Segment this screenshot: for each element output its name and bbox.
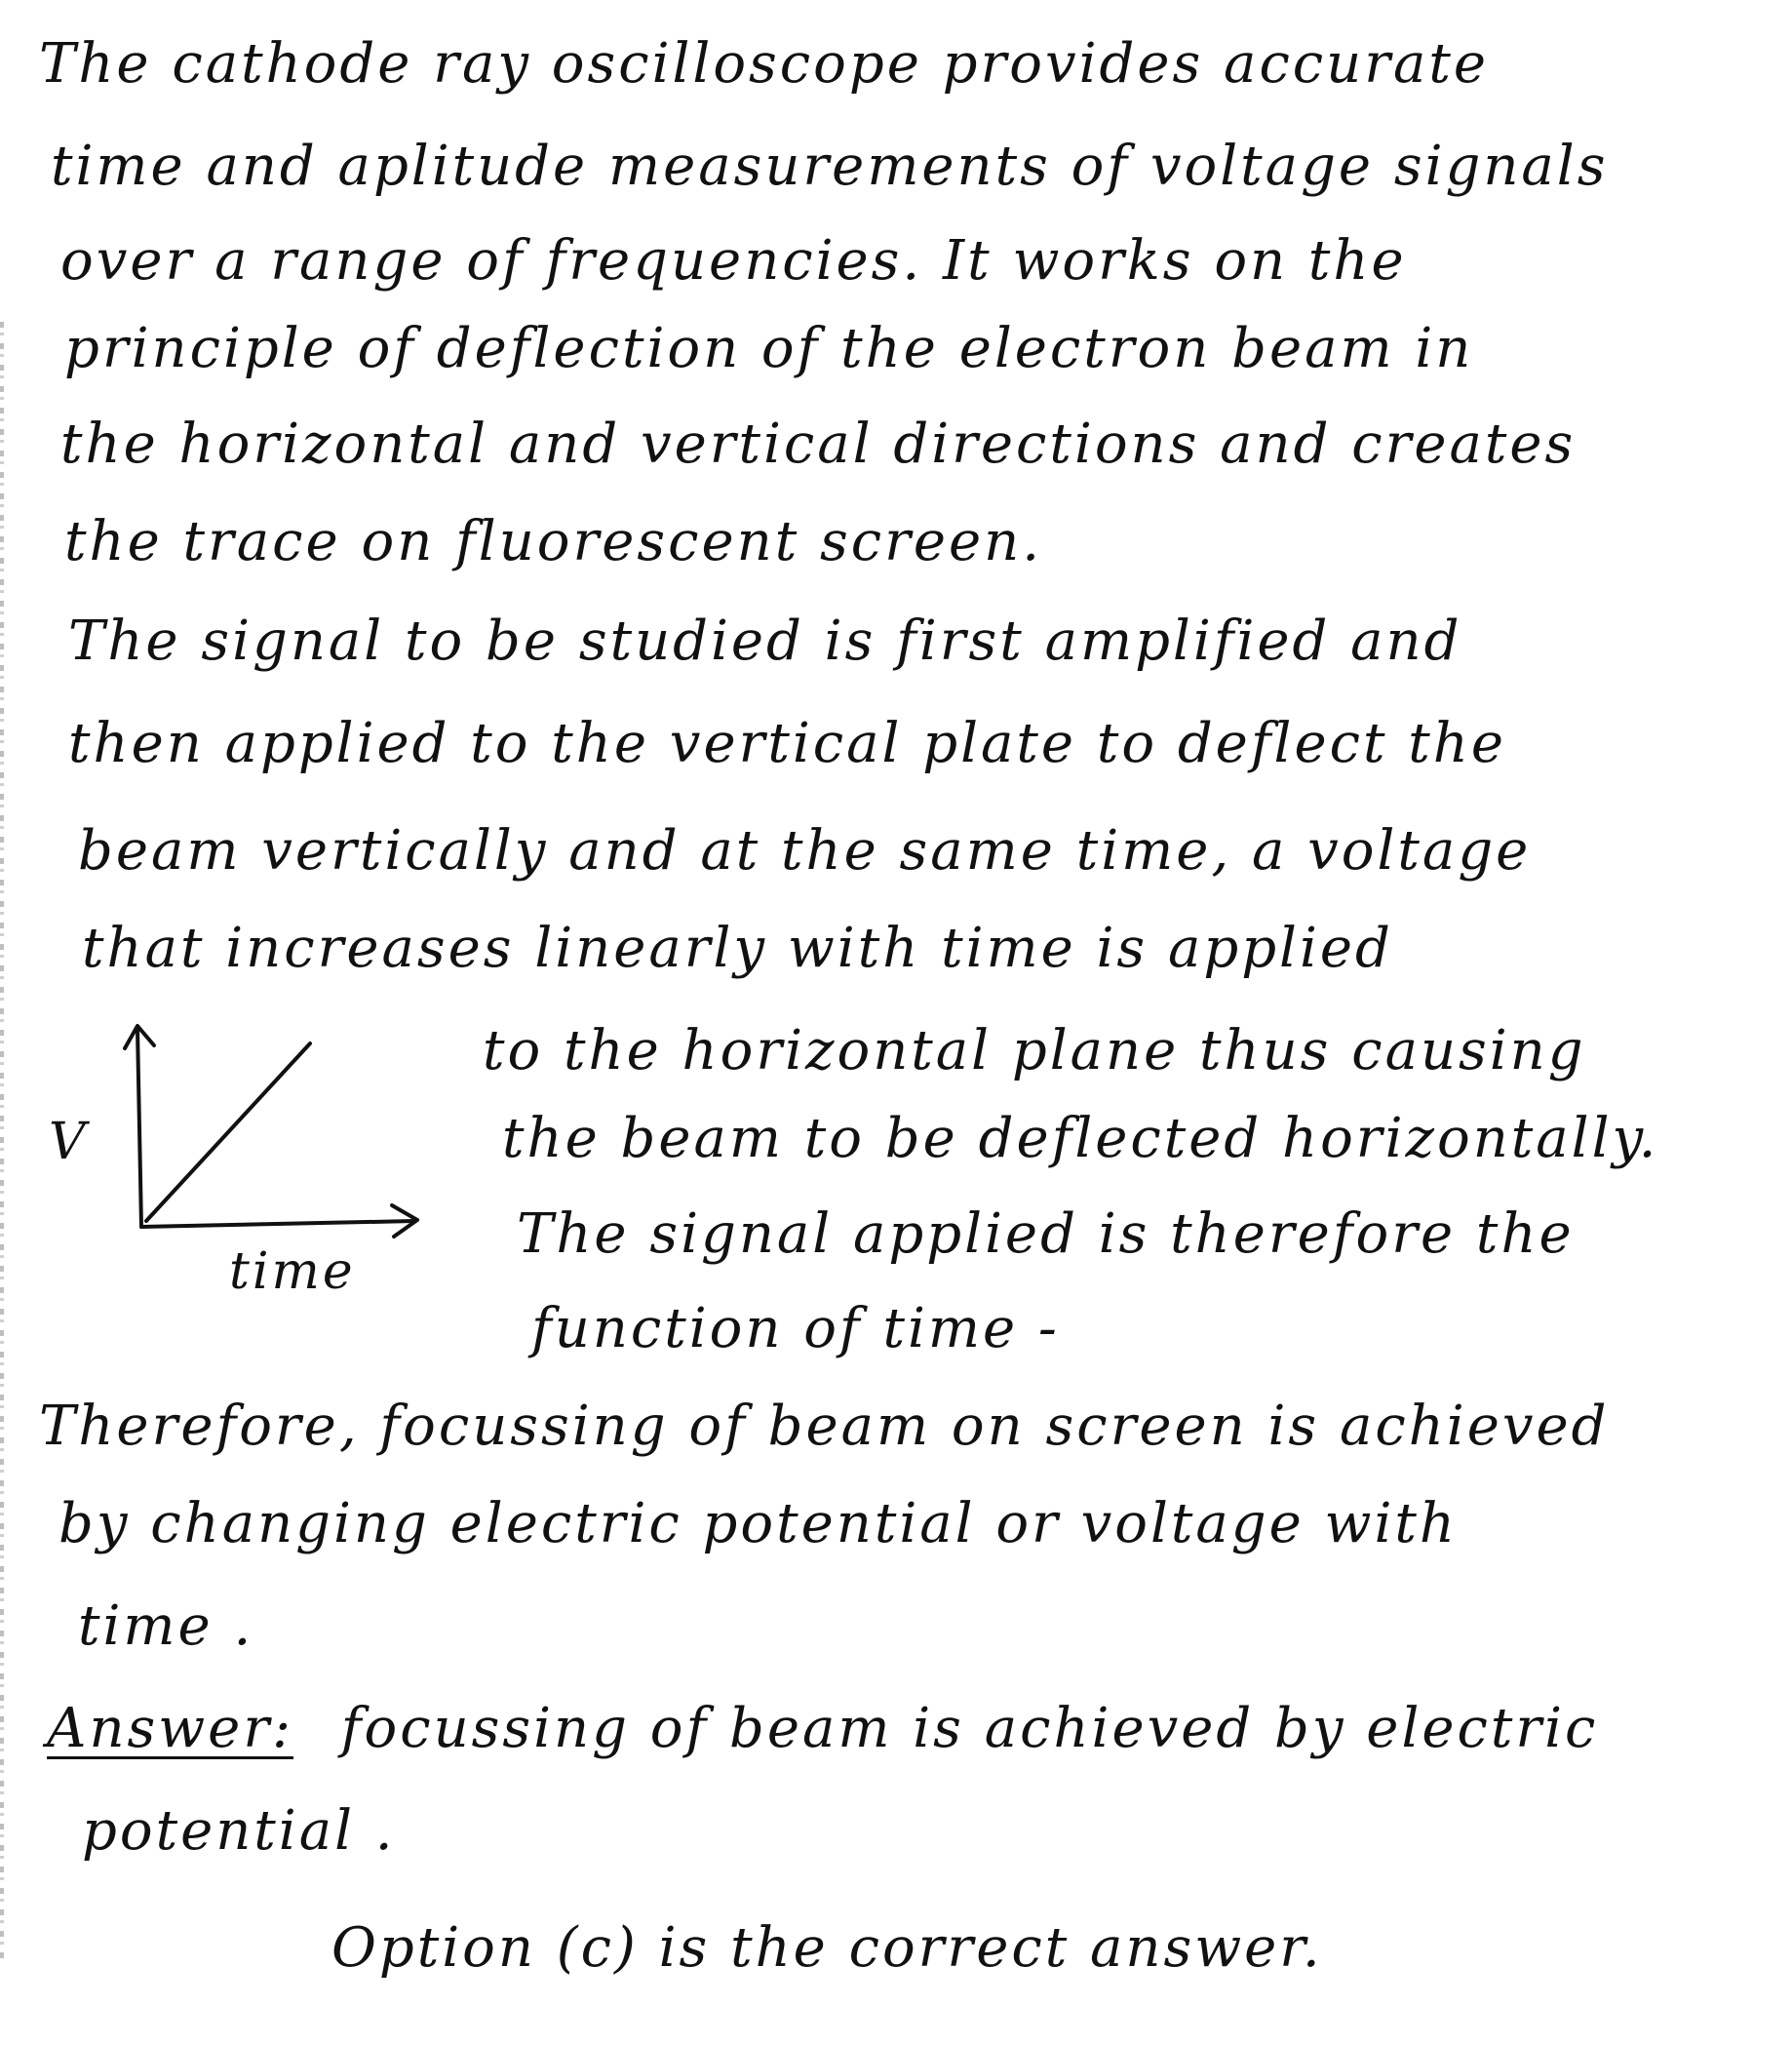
conclusion-line: Option (c) is the correct answer.	[331, 1916, 1323, 1980]
p1-line-2: time and aplitude measurements of voltage signals	[51, 135, 1609, 198]
p1-line-5: the horizontal and vertical directions and creates	[60, 413, 1577, 476]
p1-line-4: principle of deflection of the electron beam in	[64, 317, 1474, 380]
p2-line-3: beam vertically and at the same time, a voltage	[78, 819, 1532, 883]
answer-line-1	[47, 1697, 1599, 1760]
p2-line-2: then applied to the vertical plate to deflect the	[68, 712, 1506, 775]
p2-line-4: that increases linearly with time is applied	[82, 917, 1393, 980]
p1-line-1: The cathode ray oscilloscope provides accurate	[39, 32, 1490, 96]
p1-line-6: the trace on fluorescent screen.	[64, 510, 1043, 573]
graph-text-line-2: the beam to be deflected horizontally.	[502, 1107, 1659, 1170]
graph-x-label: time	[229, 1242, 356, 1301]
p1-line-3: over a range of frequencies. It works on the	[60, 229, 1407, 293]
answer-label: Answer:	[47, 1697, 293, 1760]
answer-line-2: potential .	[82, 1799, 396, 1863]
p3-line-3: time .	[78, 1594, 254, 1658]
graph-text-line-4: function of time -	[531, 1297, 1060, 1360]
p3-line-2: by changing electric potential or voltage with	[58, 1492, 1458, 1555]
voltage-time-graph	[39, 1014, 448, 1307]
graph-text-line-1: to the horizontal plane thus causing	[483, 1019, 1586, 1082]
graph-y-label: V	[49, 1113, 89, 1171]
scan-edge-artifact	[0, 322, 4, 1960]
answer-text-1: focussing of beam is achieved by electric	[340, 1697, 1599, 1760]
p3-line-1: Therefore, focussing of beam on screen is achieved	[39, 1395, 1610, 1458]
p2-line-1: The signal to be studied is first amplified and	[68, 610, 1462, 673]
graph-text-line-3: The signal applied is therefore the	[517, 1202, 1575, 1266]
x-axis-line	[141, 1221, 414, 1227]
y-axis-line	[137, 1029, 141, 1227]
ramp-line	[146, 1043, 310, 1221]
